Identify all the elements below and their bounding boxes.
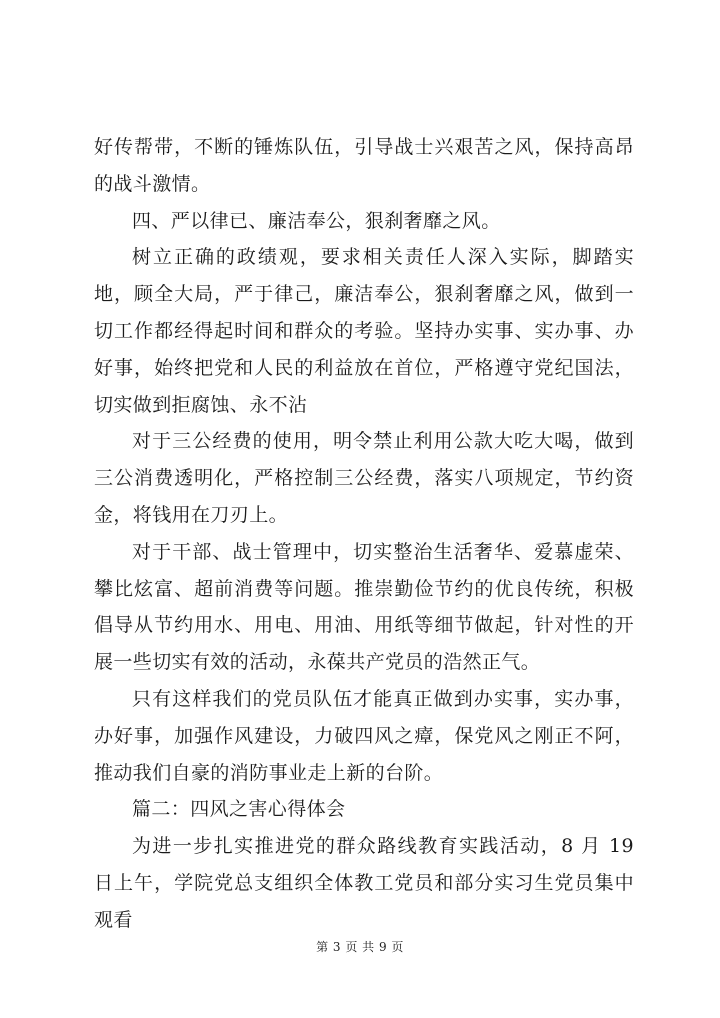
section-heading-4: 四、严以律已、廉洁奉公，狠刹奢靡之风。 — [132, 209, 501, 232]
article-title-part-two: 篇二：四风之害心得体会 — [132, 798, 346, 821]
paragraph-1: 好传帮带，不断的锤炼队伍，引导战士兴艰苦之风，保持高昂的战斗激情。 — [94, 136, 634, 195]
page-number-footer: 第 3 页 共 9 页 — [316, 940, 404, 954]
paragraph-4: 对于干部、战士管理中，切实整治生活奢华、爱慕虚荣、攀比炫富、超前消费等问题。推崇勤俭节约的优良传统，积极倡导从节约用水、用电、用油、用纸等细节做起，针对性的开展一些切实有效的活动，永葆共产党员的浩然正气。 — [94, 540, 634, 674]
paragraph-5: 只有这样我们的党员队伍才能真正做到办实事，实办事，办好事，加强作风建设，力破四风之瘴，保党风之刚正不阿，推动我们自豪的消防事业走上新的台阶。 — [94, 687, 634, 784]
paragraph-3: 对于三公经费的使用，明令禁止利用公款大吃大喝，做到三公消费透明化，严格控制三公经费，落实八项规定，节约资金，将钱用在刀刃上。 — [94, 430, 634, 526]
paragraph-6: 为进一步扎实推进党的群众路线教育实践活动，8 月 19 日上午，学院党总支组织全体教工党员和部分实习生党员集中观看 — [94, 835, 634, 931]
paragraph-2: 树立正确的政绩观，要求相关责任人深入实际，脚踏实地，顾全大局，严于律己，廉洁奉公，狠刹奢靡之风，做到一切工作都经得起时间和群众的考验。坚持办实事、实办事、办好事，始终把党和人民的利益放在首位，严格遵守党纪国法，切实做到拒腐蚀、永不沾 — [94, 246, 634, 416]
document-body — [94, 129, 634, 939]
